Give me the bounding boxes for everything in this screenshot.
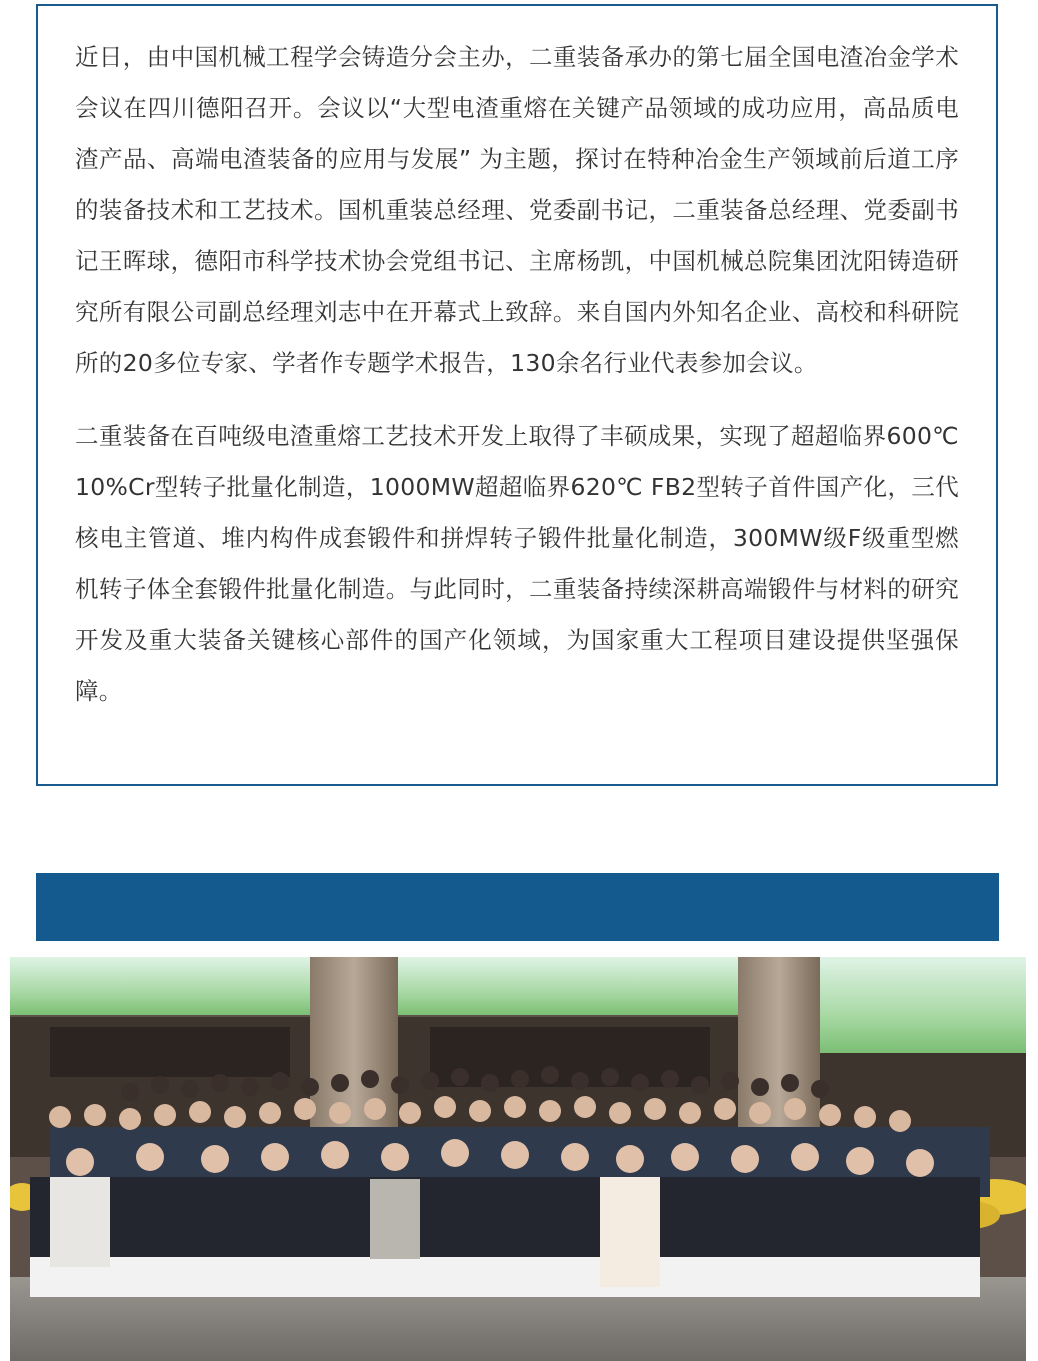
section-header-bar <box>36 873 999 941</box>
article-paragraph-1: 近日，由中国机械工程学会铸造分会主办，二重装备承办的第七届全国电渣冶金学术会议在四川德阳召开。会议以“大型电渣重熔在关键产品领域的成功应用，高品质电渣产品、高端电渣装备的应用与发展” 为主题，探讨在特种冶金生产领域前后道工序的装备技术和工艺技术。国机重装总经理、党委副书记，二重装备总经理、党委副书记王晖球，德阳市科学技术协会党组书记、主席杨凯，中国机械总院集团沈阳铸造研究所有限公司副总经理刘志中在开幕式上致辞。来自国内外知名企业、高校和科研院所的20多位专家、学者作专题学术报告，130余名行业代表参加会议。 <box>75 43 959 377</box>
group-photo-illustration <box>10 957 1026 1361</box>
group-photo <box>10 957 1026 1361</box>
article-box <box>36 4 998 786</box>
article-paragraph-2: 二重装备在百吨级电渣重熔工艺技术开发上取得了丰硕成果，实现了超超临界600℃ 10%Cr型转子批量化制造，1000MW超超临界620℃ FB2型转子首件国产化，三代核电主管道、堆内构件成套锻件和拼焊转子锻件批量化制造，300MW级F级重型燃机转子体全套锻件批量化制造。与此同时，二重装备持续深耕高端锻件与材料的研究开发及重大装备关键核心部件的国产化领域，为国家重大工程项目建设提供坚强保障。 <box>75 422 959 705</box>
